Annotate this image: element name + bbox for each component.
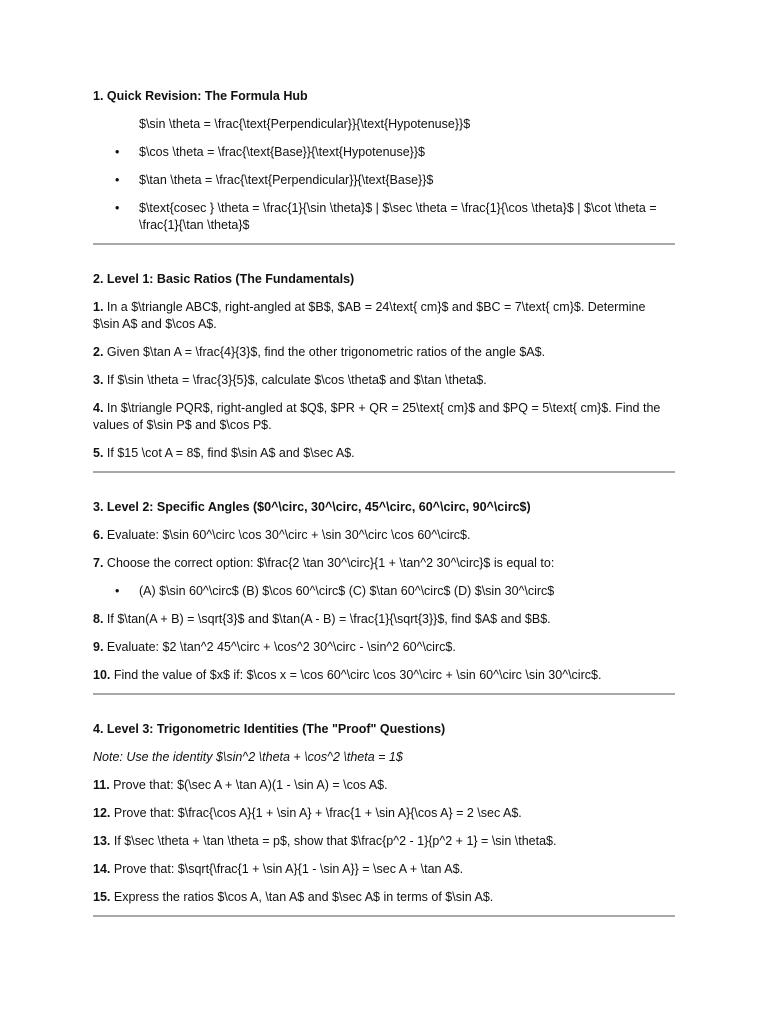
question-number: 3. bbox=[93, 373, 104, 387]
section-title-identities: 4. Level 3: Trigonometric Identities (The "Proof" Questions) bbox=[93, 722, 446, 736]
question-item bbox=[93, 667, 675, 684]
section-title-specific-angles: 3. Level 2: Specific Angles ($0^\circ, 30^\circ, 45^\circ, 60^\circ, 90^\circ$) bbox=[93, 500, 531, 514]
question-text: Evaluate: $2 \tan^2 45^\circ + \cos^2 30^\circ - \sin^2 60^\circ$. bbox=[103, 640, 456, 654]
answer-options: • (A) $\sin 60^\circ$ (B) $\cos 60^\circ$ (C) $\tan 60^\circ$ (D) $\sin 30^\circ$ bbox=[93, 583, 675, 600]
question-text: Prove that: $\sqrt{\frac{1 + \sin A}{1 - \sin A}} = \sec A + \tan A$. bbox=[110, 862, 464, 876]
question-text: Evaluate: $\sin 60^\circ \cos 30^\circ + \sin 30^\circ \cos 60^\circ$. bbox=[103, 528, 471, 542]
question-number: 1. bbox=[93, 300, 104, 314]
section-divider bbox=[93, 915, 675, 917]
formula-line: $\sin \theta = \frac{\text{Perpendicular}}{\text{Hypotenuse}}$ bbox=[139, 117, 471, 131]
identity-note: Note: Use the identity $\sin^2 \theta + \cos^2 \theta = 1$ bbox=[93, 750, 403, 764]
question-item bbox=[93, 400, 675, 434]
formula-item: • $\text{cosec } \theta = \frac{1}{\sin \theta}$ | $\sec \theta = \frac{1}{\cos \theta}$ | $\cot \theta = \frac{1}{\tan \theta}$ bbox=[93, 200, 675, 234]
question-item bbox=[93, 805, 675, 822]
question-item bbox=[93, 344, 675, 361]
question-number: 6. bbox=[93, 528, 104, 542]
question-item bbox=[93, 445, 675, 462]
question-number: 9. bbox=[93, 640, 104, 654]
question-number: 14. bbox=[93, 862, 111, 876]
section-divider bbox=[93, 243, 675, 245]
question-item bbox=[93, 833, 675, 850]
question-item bbox=[93, 889, 675, 906]
question-text: If $15 \cot A = 8$, find $\sin A$ and $\sec A$. bbox=[103, 446, 355, 460]
question-item bbox=[93, 372, 675, 389]
question-text: Given $\tan A = \frac{4}{3}$, find the other trigonometric ratios of the angle $A$. bbox=[103, 345, 546, 359]
question-number: 4. bbox=[93, 401, 104, 415]
section-title-formula-hub: 1. Quick Revision: The Formula Hub bbox=[93, 89, 308, 103]
question-number: 5. bbox=[93, 446, 104, 460]
section-divider bbox=[93, 693, 675, 695]
question-text: In a $\triangle ABC$, right-angled at $B$, $AB = 24\text{ cm}$ and $BC = 7\text{ cm}$. Determine $\sin A$ and $\cos A$. bbox=[93, 300, 646, 331]
document-content bbox=[93, 88, 675, 917]
question-text: Find the value of $x$ if: $\cos x = \cos 60^\circ \cos 30^\circ + \sin 60^\circ \sin 30^\circ$. bbox=[110, 668, 602, 682]
question-text: In $\triangle PQR$, right-angled at $Q$, $PR + QR = 25\text{ cm}$ and $PQ = 5\text{ cm}$. Find the values of $\sin P$ and $\cos P$. bbox=[93, 401, 661, 432]
question-item bbox=[93, 527, 675, 544]
question-number: 7. bbox=[93, 556, 104, 570]
question-number: 10. bbox=[93, 668, 111, 682]
section-divider bbox=[93, 471, 675, 473]
question-text: Prove that: $(\sec A + \tan A)(1 - \sin A) = \cos A$. bbox=[109, 778, 388, 792]
question-text: Choose the correct option: $\frac{2 \tan 30^\circ}{1 + \tan^2 30^\circ}$ is equal to: bbox=[103, 556, 555, 570]
question-item bbox=[93, 299, 675, 333]
question-item bbox=[93, 639, 675, 656]
question-text: Express the ratios $\cos A, \tan A$ and $\sec A$ in terms of $\sin A$. bbox=[110, 890, 494, 904]
question-number: 8. bbox=[93, 612, 104, 626]
question-text: If $\sin \theta = \frac{3}{5}$, calculate $\cos \theta$ and $\tan \theta$. bbox=[103, 373, 487, 387]
formula-item: • $\cos \theta = \frac{\text{Base}}{\text{Hypotenuse}}$ bbox=[93, 144, 675, 161]
question-text: If $\sec \theta + \tan \theta = p$, show that $\frac{p^2 - 1}{p^2 + 1} = \sin \theta$. bbox=[110, 834, 557, 848]
question-number: 12. bbox=[93, 806, 111, 820]
question-number: 13. bbox=[93, 834, 111, 848]
question-item bbox=[93, 861, 675, 878]
question-number: 15. bbox=[93, 890, 111, 904]
question-number: 2. bbox=[93, 345, 104, 359]
question-item bbox=[93, 777, 675, 794]
question-number: 11. bbox=[93, 778, 110, 792]
formula-list bbox=[93, 144, 675, 234]
question-text: If $\tan(A + B) = \sqrt{3}$ and $\tan(A - B) = \frac{1}{\sqrt{3}}$, find $A$ and $B$. bbox=[103, 612, 551, 626]
options-list bbox=[93, 583, 675, 600]
question-text: Prove that: $\frac{\cos A}{1 + \sin A} + \frac{1 + \sin A}{\cos A} = 2 \sec A$. bbox=[110, 806, 522, 820]
question-item bbox=[93, 611, 675, 628]
question-item bbox=[93, 555, 675, 572]
section-title-basic-ratios: 2. Level 1: Basic Ratios (The Fundamentals) bbox=[93, 272, 355, 286]
formula-item: • $\tan \theta = \frac{\text{Perpendicular}}{\text{Base}}$ bbox=[93, 172, 675, 189]
